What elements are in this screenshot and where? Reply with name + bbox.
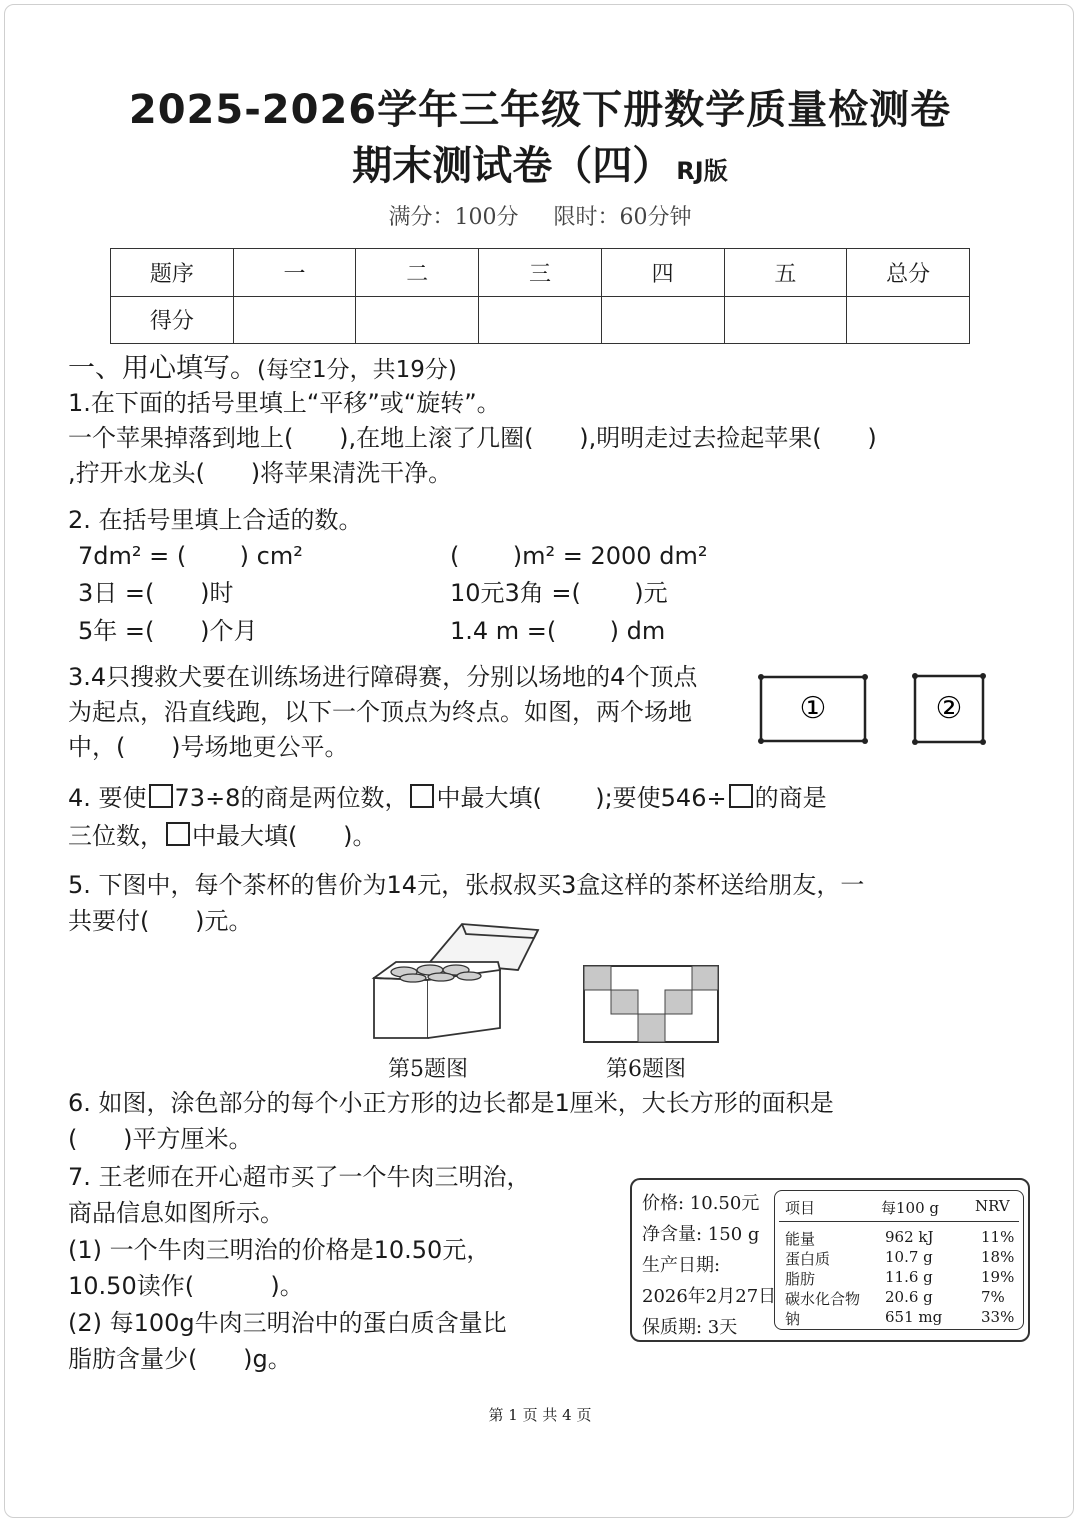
q3-line: 为起点，沿直线跑，以下一个顶点为终点。如图，两个场地: [68, 698, 692, 726]
q7-line: 脂肪含量少( )g。: [68, 1345, 292, 1373]
score-header-cell: 二: [356, 249, 479, 297]
blank-box[interactable]: [149, 784, 173, 808]
q2-prompt: 2. 在括号里填上合适的数。: [68, 506, 363, 534]
q5-line: 5. 下图中，每个茶杯的售价为14元，张叔叔买3盒这样的茶杯送给朋友，一: [68, 871, 865, 899]
figure-6-caption: 第6题图: [606, 1057, 686, 1082]
field-1-label: ①: [799, 691, 827, 726]
tea-cup-box-figure: [368, 920, 544, 1048]
score-header-cell: 题序: [111, 249, 234, 297]
score-cell[interactable]: [724, 296, 847, 344]
label-date-title: 生产日期:: [642, 1255, 721, 1276]
label-date: 2026年2月27日: [642, 1286, 777, 1307]
score-header-cell: 五: [724, 249, 847, 297]
section-1-heading: 一、用心填写。(每空1分，共19分): [68, 353, 457, 384]
score-header-cell: 总分: [847, 249, 970, 297]
q7-line: (2) 每100g牛肉三明治中的蛋白质含量比: [68, 1309, 507, 1337]
q4-line-1: 4. 要使 73÷8的商是两位数， 中最大填( );要使546÷ 的商是: [68, 784, 827, 812]
q6-line: ( )平方厘米。: [68, 1125, 253, 1153]
q1-prompt: 1.在下面的括号里填上“平移”或“旋转”。: [68, 389, 501, 417]
blank-box[interactable]: [410, 784, 434, 808]
product-label: [630, 1178, 1030, 1342]
score-cell[interactable]: [601, 296, 724, 344]
label-price: 价格: 10.50元: [642, 1193, 760, 1214]
label-shelf-life: 保质期: 3天: [642, 1317, 738, 1338]
product-info: [642, 1188, 776, 1343]
score-cell[interactable]: [479, 296, 602, 344]
q7-line: (1) 一个牛肉三明治的价格是10.50元，: [68, 1236, 491, 1264]
exam-meta: [0, 200, 1080, 231]
nutrition-table: 项目 每100 g NRV 能量 962 kJ 11% 蛋白质 10.7 g 18% 脂肪 11.6 g 19% 碳水化合物 20.6 g 7% 钠 651 mg 33%: [774, 1190, 1024, 1330]
shaded-squares-figure: [582, 962, 722, 1046]
q7-line: 商品信息如图所示。: [68, 1199, 284, 1227]
q2-item: ( )m² = 2000 dm²: [450, 542, 708, 570]
figure-5-caption: 第5题图: [388, 1057, 468, 1082]
q3-line: 3.4只搜救犬要在训练场进行障碍赛，分别以场地的4个顶点: [68, 663, 698, 691]
q2-item: 5年 =( )个月: [78, 617, 258, 645]
section-1-note: (每空1分，共19分): [257, 357, 457, 383]
q4-line-2: 三位数， 中最大填( )。: [68, 822, 377, 850]
score-table-header-row: [111, 249, 970, 297]
page-title: 2025-2026学年三年级下册数学质量检测卷: [128, 87, 952, 133]
score-cell[interactable]: [233, 296, 356, 344]
score-table: [110, 248, 970, 344]
score-header-cell: 一: [233, 249, 356, 297]
score-cell[interactable]: [847, 296, 970, 344]
q2-item: 7dm² = ( ) cm²: [78, 542, 303, 570]
q2-item: 1.4 m =( ) dm: [450, 617, 666, 645]
page-subtitle: 期末测试卷（四） RJ版: [352, 143, 728, 189]
page-footer: 第 1 页 共 4 页: [488, 1406, 592, 1424]
version-label: RJ版: [676, 157, 728, 185]
score-cell[interactable]: [356, 296, 479, 344]
full-score: 满分：100分: [388, 205, 519, 230]
time-limit: 限时：60分钟: [553, 205, 692, 230]
q6-line: 6. 如图，涂色部分的每个小正方形的边长都是1厘米，大长方形的面积是: [68, 1089, 834, 1117]
blank-box[interactable]: [729, 784, 753, 808]
q1-line: 一个苹果掉落到地上( ),在地上滚了几圈( ),明明走过去捡起苹果( ): [68, 424, 877, 452]
q1-line: ,拧开水龙头( )将苹果清洗干净。: [68, 459, 453, 487]
score-header-cell: 四: [601, 249, 724, 297]
nutrition-divider: [779, 1221, 1019, 1222]
score-header-cell: 三: [479, 249, 602, 297]
q3-line: 中，( )号场地更公平。: [68, 733, 349, 761]
score-row-label: 得分: [111, 296, 234, 344]
score-table-score-row: [111, 296, 970, 344]
q7-line: 7. 王老师在开心超市买了一个牛肉三明治，: [68, 1163, 531, 1191]
blank-box[interactable]: [166, 822, 190, 846]
q3-fields-figure: [752, 668, 997, 748]
q7-line: 10.50读作( )。: [68, 1272, 304, 1300]
label-net-weight: 净含量: 150 g: [642, 1224, 760, 1245]
q2-item: 3日 =( )时: [78, 579, 234, 607]
field-2-label: ②: [935, 691, 963, 726]
q5-line: 共要付( )元。: [68, 907, 253, 935]
q2-item: 10元3角 =( )元: [450, 579, 668, 607]
